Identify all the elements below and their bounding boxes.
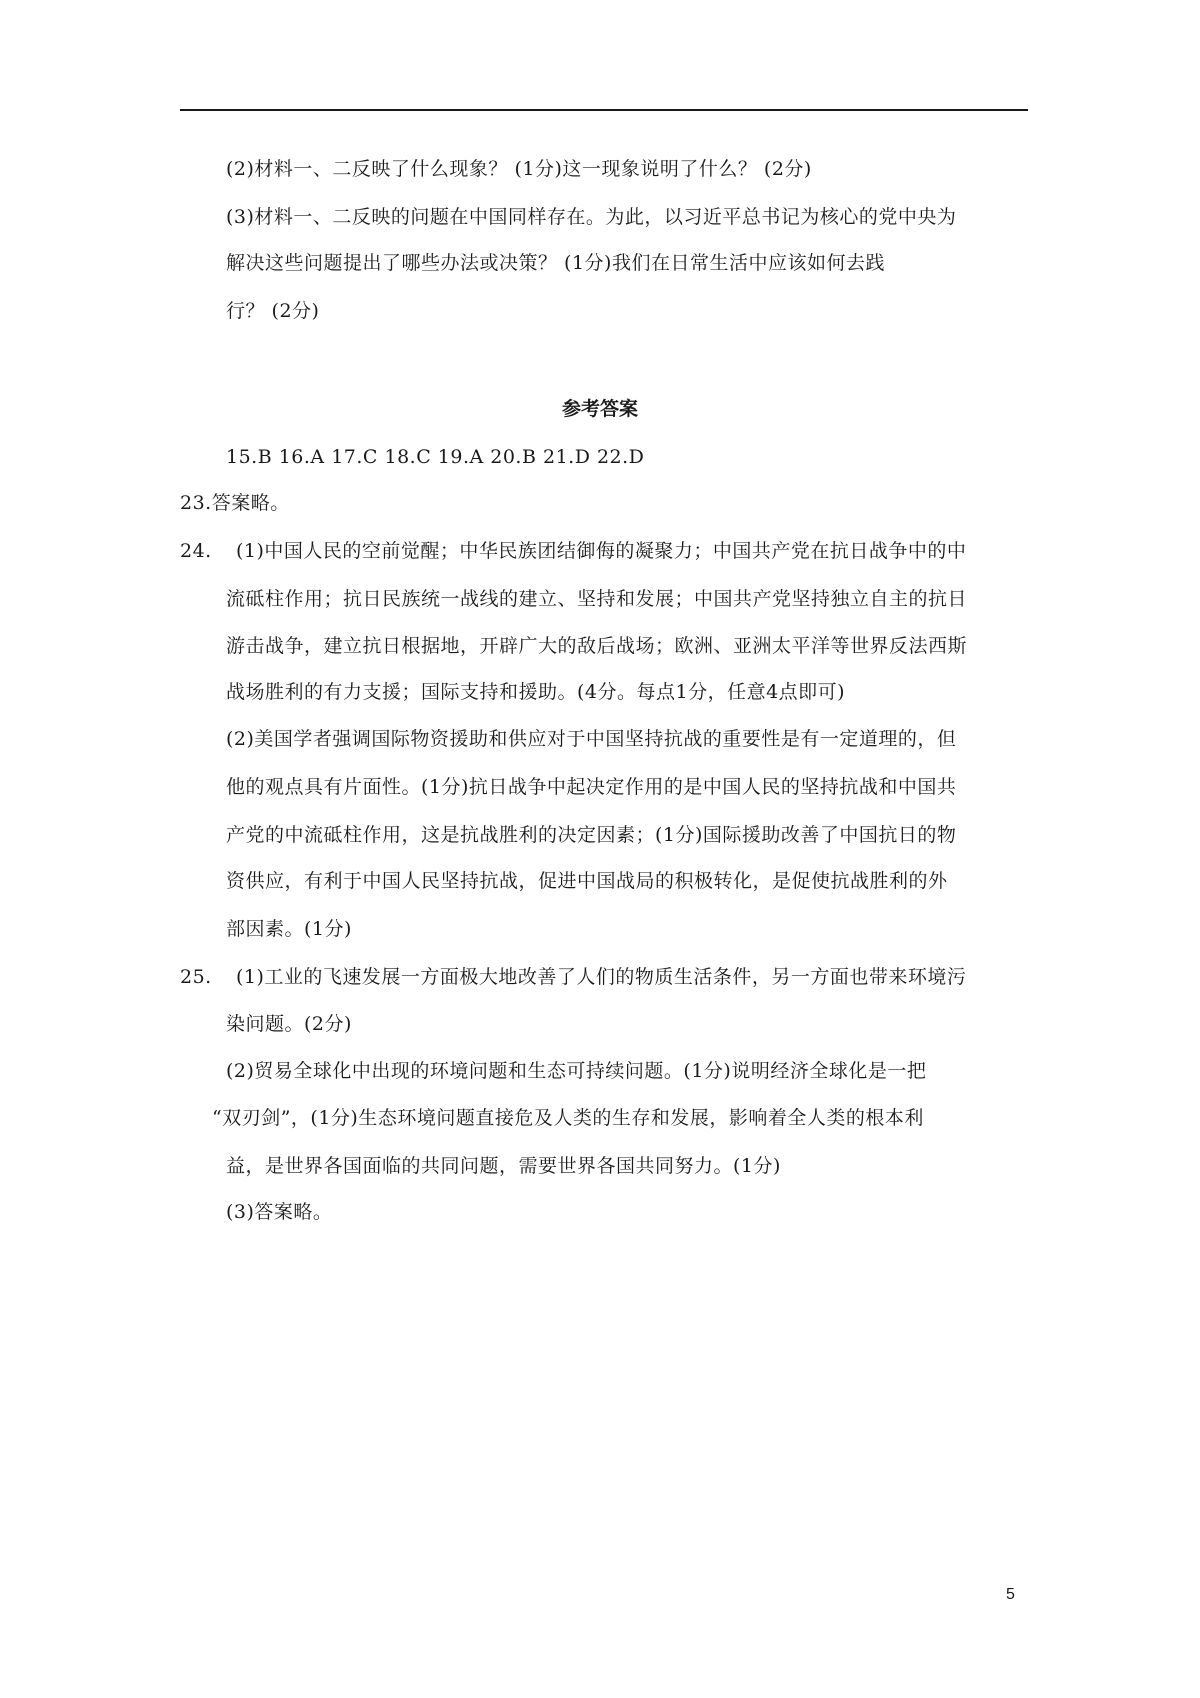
answer-24-part2-line-2: 他的观点具有片面性。(1分)抗日战争中起决定作用的是中国人民的坚持抗战和中国共 <box>226 776 957 798</box>
answer-24-part2-line-5: 部因素。(1分) <box>226 918 352 940</box>
answer-24-part2-line-1: (2)美国学者强调国际物资援助和供应对于中国坚持抗战的重要性是有一定道理的，但 <box>226 728 957 750</box>
answer-25-part2-line-2: “双刃剑”，(1分)生态环境问题直接危及人类的生存和发展，影响着全人类的根本利 <box>212 1107 924 1129</box>
question-3-line-3: 行？ (2分) <box>226 300 320 322</box>
answer-key-title: 参考答案 <box>561 398 638 420</box>
answer-25-part1-line-1: (1)工业的飞速发展一方面极大地改善了人们的物质生活条件，另一方面也带来环境污 <box>236 966 967 988</box>
answer-24-number: 24. <box>180 540 212 562</box>
question-3-line-1: (3)材料一、二反映的问题在中国同样存在。为此，以习近平总书记为核心的党中央为 <box>226 206 957 228</box>
answer-23: 23.答案略。 <box>180 492 290 514</box>
page-number: 5 <box>1006 1586 1015 1603</box>
answer-25-part2-line-3: 益，是世界各国面临的共同问题，需要世界各国共同努力。(1分) <box>226 1155 781 1177</box>
answer-24-part1-line-1: (1)中国人民的空前觉醒；中华民族团结御侮的凝聚力；中国共产党在抗日战争中的中 <box>236 540 967 562</box>
answer-25-number: 25. <box>180 966 212 988</box>
answer-24-part1-line-3: 游击战争，建立抗日根据地，开辟广大的敌后战场；欧洲、亚洲太平洋等世界反法西斯 <box>226 635 968 657</box>
answer-25-part1-line-2: 染问题。(2分) <box>226 1013 352 1035</box>
header-rule <box>180 109 1028 111</box>
answer-25-part3: (3)答案略。 <box>226 1201 333 1223</box>
answer-24-part2-line-3: 产党的中流砥柱作用，这是抗战胜利的决定因素；(1分)国际援助改善了中国抗日的物 <box>226 824 957 846</box>
answer-24-part1-line-2: 流砥柱作用；抗日民族统一战线的建立、坚持和发展；中国共产党坚持独立自主的抗日 <box>226 588 968 610</box>
question-2: (2)材料一、二反映了什么现象？ (1分)这一现象说明了什么？ (2分) <box>226 158 812 180</box>
answer-24-part1-line-4: 战场胜利的有力支援；国际支持和援助。(4分。每点1分，任意4点即可) <box>226 681 846 703</box>
choice-answers: 15.B 16.A 17.C 18.C 19.A 20.B 21.D 22.D <box>226 446 645 468</box>
answer-25-part2-line-1: (2)贸易全球化中出现的环境问题和生态可持续问题。(1分)说明经济全球化是一把 <box>226 1060 927 1082</box>
answer-24-part2-line-4: 资供应，有利于中国人民坚持抗战，促进中国战局的积极转化，是促使抗战胜利的外 <box>226 870 948 892</box>
question-3-line-2: 解决这些问题提出了哪些办法或决策？ (1分)我们在日常生活中应该如何去践 <box>226 252 885 274</box>
